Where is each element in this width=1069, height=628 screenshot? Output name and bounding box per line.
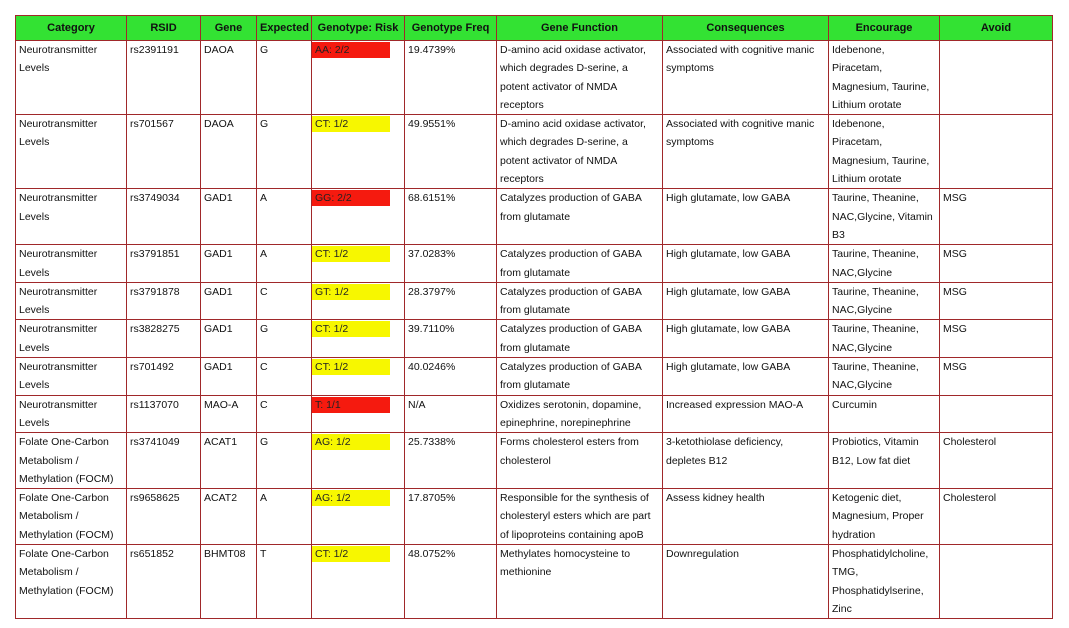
- expected-text: C: [260, 361, 268, 374]
- gene-function-cell: [497, 245, 663, 283]
- gene-function-cell: [497, 282, 663, 320]
- gene-cell: [201, 115, 257, 189]
- gene-cell: [201, 395, 257, 433]
- gene-text: ACAT1: [204, 436, 238, 449]
- gene-function-cell: [497, 395, 663, 433]
- encourage-cell: [829, 245, 940, 283]
- consequences-cell: [663, 189, 829, 245]
- table-row: [16, 489, 1053, 545]
- encourage-cell: [829, 41, 940, 115]
- consequences-text: Associated with cognitive manic symptoms: [666, 44, 815, 75]
- genotype-freq-cell: [405, 115, 497, 189]
- rsid-cell: [127, 489, 201, 545]
- encourage-cell: [829, 282, 940, 320]
- consequences-cell: [663, 115, 829, 189]
- rsid-cell: [127, 545, 201, 619]
- avoid-cell: [940, 320, 1053, 358]
- gene-function-text: D-amino acid oxidase activator, which degrades D-serine, a potent activator of NMDA receptors: [500, 44, 646, 111]
- col-header-gene: Gene: [201, 16, 257, 41]
- table-row: [16, 395, 1053, 433]
- category-text: Neurotransmitter Levels: [19, 44, 98, 75]
- encourage-text: Probiotics, Vitamin B12, Low fat diet: [832, 436, 919, 467]
- gene-cell: [201, 358, 257, 396]
- category-text: Neurotransmitter Levels: [19, 192, 98, 223]
- category-cell: [16, 489, 127, 545]
- category-cell: [16, 433, 127, 489]
- genotype-freq-text: 49.9551%: [408, 118, 456, 131]
- gene-text: GAD1: [204, 285, 233, 298]
- genotype-freq-cell: [405, 545, 497, 619]
- expected-text: A: [260, 192, 268, 205]
- category-cell: [16, 282, 127, 320]
- table-row: [16, 320, 1053, 358]
- gene-function-cell: [497, 115, 663, 189]
- rsid-cell: [127, 358, 201, 396]
- category-cell: [16, 358, 127, 396]
- encourage-cell: [829, 320, 940, 358]
- rsid-text: rs2391191: [130, 44, 179, 56]
- category-text: Neurotransmitter Levels: [19, 118, 98, 149]
- consequences-cell: [663, 489, 829, 545]
- genotype-freq-cell: [405, 395, 497, 433]
- rsid-text: rs3791851: [130, 248, 180, 261]
- genotype-freq-cell: [405, 320, 497, 358]
- genotype-table: [15, 15, 1053, 619]
- gene-text: BHMT08: [204, 548, 246, 561]
- rsid-text: rs3749034: [130, 192, 180, 205]
- gene-text: DAOA: [204, 44, 234, 56]
- genotype-risk-badge: CT: 1/2: [312, 359, 390, 375]
- genotype-freq-text: 40.0246%: [408, 361, 456, 374]
- avoid-text: MSG: [943, 361, 967, 374]
- genotype-risk-cell: [312, 433, 405, 489]
- gene-text: DAOA: [204, 118, 234, 131]
- expected-text: G: [260, 323, 269, 336]
- table-row: [16, 245, 1053, 283]
- encourage-text: Taurine, Theanine, NAC,Glycine: [832, 285, 919, 317]
- avoid-cell: [940, 433, 1053, 489]
- category-text: Neurotransmitter Levels: [19, 323, 98, 354]
- avoid-text: MSG: [943, 323, 967, 336]
- consequences-cell: [663, 41, 829, 115]
- genotype-risk-cell: [312, 489, 405, 545]
- consequences-text: High glutamate, low GABA: [666, 285, 791, 298]
- col-header-genotype-freq: Genotype Freq: [405, 16, 497, 41]
- rsid-cell: [127, 433, 201, 489]
- genotype-risk-badge: GT: 1/2: [312, 284, 390, 300]
- table-row: [16, 433, 1053, 489]
- consequences-cell: [663, 433, 829, 489]
- category-text: Neurotransmitter Levels: [19, 361, 98, 392]
- gene-function-text: Catalyzes production of GABA from glutamate: [500, 285, 642, 317]
- gene-cell: [201, 545, 257, 619]
- category-cell: [16, 245, 127, 283]
- category-cell: [16, 320, 127, 358]
- genotype-freq-cell: [405, 282, 497, 320]
- genotype-risk-badge: CT: 1/2: [312, 116, 390, 132]
- genotype-risk-cell: [312, 320, 405, 358]
- genotype-freq-cell: [405, 433, 497, 489]
- expected-text: G: [260, 118, 269, 131]
- table-body: [16, 41, 1053, 619]
- rsid-text: rs3741049: [130, 436, 180, 449]
- table-row: [16, 115, 1053, 189]
- gene-function-text: Responsible for the synthesis of cholesteryl esters which are part of lipoproteins containing apoB: [500, 492, 651, 541]
- col-header-category: Category: [16, 16, 127, 41]
- consequences-cell: [663, 395, 829, 433]
- gene-function-text: Catalyzes production of GABA from glutamate: [500, 361, 642, 392]
- rsid-text: rs1137070: [130, 398, 179, 411]
- consequences-cell: [663, 320, 829, 358]
- encourage-text: Phosphatidylcholine, TMG, Phosphatidylserine, Zinc: [832, 548, 929, 615]
- category-text: Neurotransmitter Levels: [19, 248, 98, 279]
- genotype-freq-text: 19.4739%: [408, 44, 456, 56]
- gene-text: GAD1: [204, 361, 233, 374]
- encourage-text: Curcumin: [832, 398, 877, 411]
- genotype-risk-badge: CT: 1/2: [312, 246, 390, 262]
- encourage-text: Taurine, Theanine, NAC,Glycine: [832, 323, 919, 354]
- genotype-risk-cell: [312, 282, 405, 320]
- avoid-cell: [940, 545, 1053, 619]
- table-row: [16, 189, 1053, 245]
- col-header-avoid: Avoid: [940, 16, 1053, 41]
- avoid-text: Cholesterol: [943, 492, 997, 505]
- gene-text: GAD1: [204, 192, 233, 205]
- gene-function-text: Catalyzes production of GABA from glutamate: [500, 248, 642, 279]
- consequences-text: 3-ketothiolase deficiency, depletes B12: [666, 436, 784, 467]
- gene-text: MAO-A: [204, 398, 239, 411]
- genotype-risk-cell: [312, 41, 405, 115]
- encourage-cell: [829, 395, 940, 433]
- expected-text: G: [260, 436, 269, 449]
- rsid-text: rs701567: [130, 118, 174, 131]
- genotype-freq-text: N/A: [408, 398, 426, 411]
- gene-function-cell: [497, 320, 663, 358]
- genotype-risk-cell: [312, 115, 405, 189]
- expected-text: G: [260, 44, 269, 56]
- expected-cell: [257, 433, 312, 489]
- genotype-freq-cell: [405, 358, 497, 396]
- genotype-freq-cell: [405, 245, 497, 283]
- rsid-cell: [127, 115, 201, 189]
- genotype-freq-text: 37.0283%: [408, 248, 456, 261]
- gene-function-cell: [497, 545, 663, 619]
- gene-function-cell: [497, 489, 663, 545]
- genotype-freq-cell: [405, 189, 497, 245]
- genotype-freq-text: 25.7338%: [408, 436, 456, 449]
- expected-cell: [257, 395, 312, 433]
- genotype-risk-badge: CT: 1/2: [312, 546, 390, 562]
- gene-function-cell: [497, 41, 663, 115]
- rsid-cell: [127, 320, 201, 358]
- gene-function-cell: [497, 358, 663, 396]
- col-header-genotype-risk: Genotype: Risk: [312, 16, 405, 41]
- consequences-text: Assess kidney health: [666, 492, 765, 505]
- category-text: Folate One-Carbon Metabolism / Methylation (FOCM): [19, 492, 114, 541]
- rsid-cell: [127, 282, 201, 320]
- avoid-cell: [940, 489, 1053, 545]
- category-cell: [16, 545, 127, 619]
- expected-cell: [257, 489, 312, 545]
- expected-cell: [257, 245, 312, 283]
- gene-cell: [201, 282, 257, 320]
- encourage-text: Ketogenic diet, Magnesium, Proper hydration: [832, 492, 924, 541]
- expected-cell: [257, 545, 312, 619]
- consequences-cell: [663, 282, 829, 320]
- avoid-cell: [940, 282, 1053, 320]
- encourage-cell: [829, 115, 940, 189]
- expected-cell: [257, 115, 312, 189]
- genotype-freq-text: 48.0752%: [408, 548, 456, 561]
- category-text: Neurotransmitter Levels: [19, 398, 98, 429]
- genotype-freq-cell: [405, 41, 497, 115]
- category-text: Folate One-Carbon Metabolism / Methylation (FOCM): [19, 436, 114, 485]
- avoid-cell: [940, 245, 1053, 283]
- table-row: [16, 545, 1053, 619]
- genotype-risk-badge: GG: 2/2: [312, 190, 390, 206]
- expected-text: C: [260, 285, 268, 298]
- gene-text: ACAT2: [204, 492, 238, 505]
- rsid-cell: [127, 189, 201, 245]
- gene-cell: [201, 41, 257, 115]
- genotype-risk-badge: AG: 1/2: [312, 434, 390, 450]
- expected-text: A: [260, 492, 268, 505]
- genotype-freq-text: 17.8705%: [408, 492, 456, 505]
- avoid-cell: [940, 41, 1053, 115]
- col-header-expected: Expected: [257, 16, 312, 41]
- avoid-cell: [940, 189, 1053, 245]
- rsid-cell: [127, 245, 201, 283]
- avoid-text: MSG: [943, 248, 967, 261]
- genotype-risk-cell: [312, 189, 405, 245]
- encourage-text: Taurine, Theanine, NAC,Glycine: [832, 248, 919, 279]
- expected-cell: [257, 41, 312, 115]
- header-row: [16, 16, 1053, 41]
- col-header-encourage: Encourage: [829, 16, 940, 41]
- genotype-risk-cell: [312, 395, 405, 433]
- genotype-freq-text: 39.7110%: [408, 323, 455, 336]
- consequences-text: High glutamate, low GABA: [666, 323, 791, 336]
- rsid-text: rs9658625: [130, 492, 180, 505]
- rsid-cell: [127, 41, 201, 115]
- rsid-text: rs651852: [130, 548, 174, 561]
- expected-text: T: [260, 548, 267, 561]
- consequences-cell: [663, 358, 829, 396]
- encourage-text: Idebenone, Piracetam, Magnesium, Taurine, Lithium orotate: [832, 118, 930, 186]
- avoid-text: MSG: [943, 285, 967, 298]
- avoid-cell: [940, 395, 1053, 433]
- genotype-risk-badge: AA: 2/2: [312, 42, 390, 58]
- category-cell: [16, 41, 127, 115]
- table-row: [16, 282, 1053, 320]
- gene-cell: [201, 489, 257, 545]
- genotype-freq-cell: [405, 489, 497, 545]
- gene-function-text: Catalyzes production of GABA from glutamate: [500, 323, 642, 354]
- genotype-freq-text: 28.3797%: [408, 285, 456, 298]
- genotype-risk-cell: [312, 245, 405, 283]
- gene-cell: [201, 245, 257, 283]
- expected-cell: [257, 282, 312, 320]
- gene-function-text: D-amino acid oxidase activator, which degrades D-serine, a potent activator of NMDA receptors: [500, 118, 646, 186]
- avoid-cell: [940, 358, 1053, 396]
- gene-function-text: Oxidizes serotonin, dopamine, epinephrine, norepinephrine: [500, 398, 642, 429]
- genotype-freq-text: 68.6151%: [408, 192, 456, 205]
- col-header-rsid: RSID: [127, 16, 201, 41]
- consequences-text: High glutamate, low GABA: [666, 192, 791, 205]
- gene-function-cell: [497, 433, 663, 489]
- genotype-risk-badge: AG: 1/2: [312, 490, 390, 506]
- expected-text: A: [260, 248, 268, 261]
- avoid-cell: [940, 115, 1053, 189]
- encourage-text: Taurine, Theanine, NAC,Glycine, Vitamin B3: [832, 192, 933, 241]
- encourage-cell: [829, 358, 940, 396]
- encourage-text: Idebenone, Piracetam, Magnesium, Taurine, Lithium orotate: [832, 44, 930, 111]
- gene-function-text: Catalyzes production of GABA from glutamate: [500, 192, 642, 223]
- col-header-consequences: Consequences: [663, 16, 829, 41]
- gene-cell: [201, 320, 257, 358]
- gene-function-text: Methylates homocysteine to methionine: [500, 548, 631, 579]
- expected-cell: [257, 358, 312, 396]
- encourage-cell: [829, 189, 940, 245]
- genotype-risk-badge: CT: 1/2: [312, 321, 390, 337]
- gene-text: GAD1: [204, 323, 233, 336]
- expected-cell: [257, 320, 312, 358]
- genotype-risk-cell: [312, 545, 405, 619]
- avoid-text: Cholesterol: [943, 436, 997, 449]
- consequences-cell: [663, 545, 829, 619]
- table-row: [16, 41, 1053, 115]
- table-row: [16, 358, 1053, 396]
- encourage-cell: [829, 545, 940, 619]
- genotype-risk-badge: T: 1/1: [312, 397, 390, 413]
- expected-cell: [257, 189, 312, 245]
- gene-cell: [201, 433, 257, 489]
- category-cell: [16, 115, 127, 189]
- encourage-cell: [829, 489, 940, 545]
- rsid-text: rs3791878: [130, 285, 180, 298]
- genotype-report: [15, 15, 1053, 619]
- gene-function-cell: [497, 189, 663, 245]
- expected-text: C: [260, 398, 268, 411]
- consequences-text: Associated with cognitive manic symptoms: [666, 118, 815, 149]
- avoid-text: MSG: [943, 192, 967, 205]
- rsid-cell: [127, 395, 201, 433]
- consequences-text: Downregulation: [666, 548, 739, 561]
- consequences-text: High glutamate, low GABA: [666, 361, 791, 374]
- category-cell: [16, 189, 127, 245]
- category-text: Neurotransmitter Levels: [19, 285, 98, 317]
- encourage-text: Taurine, Theanine, NAC,Glycine: [832, 361, 919, 392]
- col-header-gene-function: Gene Function: [497, 16, 663, 41]
- category-text: Folate One-Carbon Metabolism / Methylation (FOCM): [19, 548, 114, 597]
- rsid-text: rs3828275: [130, 323, 180, 336]
- gene-cell: [201, 189, 257, 245]
- rsid-text: rs701492: [130, 361, 174, 374]
- gene-text: GAD1: [204, 248, 233, 261]
- encourage-cell: [829, 433, 940, 489]
- consequences-cell: [663, 245, 829, 283]
- consequences-text: High glutamate, low GABA: [666, 248, 791, 261]
- genotype-risk-cell: [312, 358, 405, 396]
- consequences-text: Increased expression MAO-A: [666, 398, 804, 411]
- gene-function-text: Forms cholesterol esters from cholesterol: [500, 436, 639, 467]
- category-cell: [16, 395, 127, 433]
